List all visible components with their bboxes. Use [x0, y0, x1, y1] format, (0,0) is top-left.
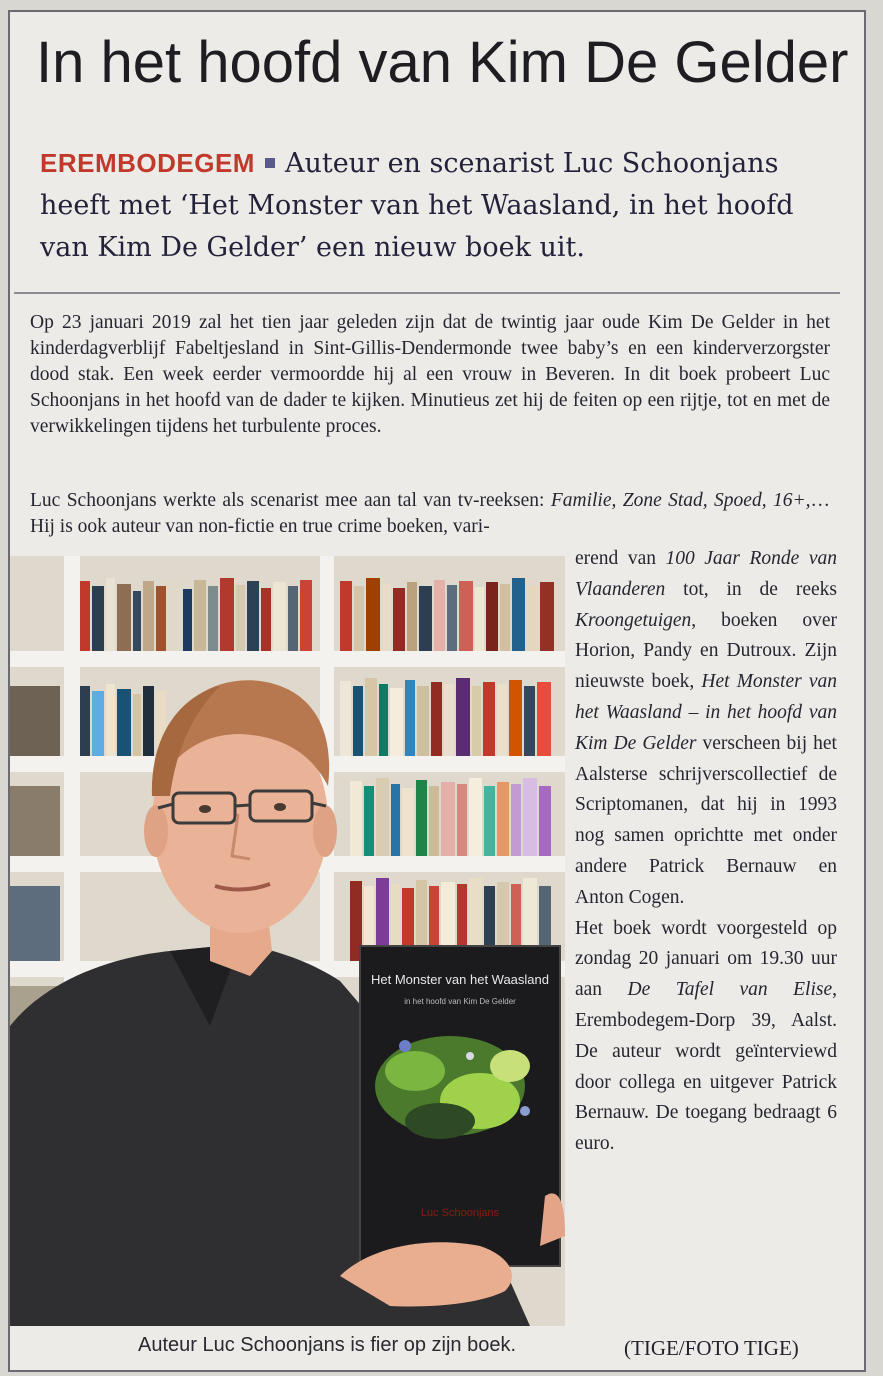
- column-paragraph-1: [575, 544, 837, 914]
- body-text: Het boek wordt voorgesteld op zondag 20 januari om 19.30 uur aan: [575, 917, 837, 1001]
- intro-text: Auteur en scenarist Luc Schoonjans heeft met ‘Het Monster van het Waasland, in het hoofd van Kim De Gelder’ een nieuw boek uit.: [40, 148, 794, 263]
- body-paragraph-2: [30, 488, 830, 540]
- photo-credit: (TIGE/FOTO TIGE): [624, 1336, 799, 1360]
- dateline: EREMBODEGEM: [40, 148, 255, 178]
- book-cover-subtitle: in het hoofd van Kim De Gelder: [404, 997, 516, 1006]
- photo-caption: Auteur Luc Schoonjans is fier op zijn boek.: [138, 1334, 516, 1356]
- body-text: tot, in de reeks: [665, 578, 837, 600]
- body-text: , boeken over Horion, Pandy en Dutroux. Zijn nieuwste boek,: [575, 609, 837, 693]
- headline: In het hoofd van Kim De Gelder: [36, 30, 849, 95]
- bullet-square-icon: [265, 158, 275, 168]
- body-text: verscheen bij het Aalsterse schrijverscollectief de Scriptomanen, dat hij in 1993 nog samen oprichtte met onder andere Patrick Bernauw en Anton Cogen.: [575, 732, 837, 908]
- body-text: erend van: [575, 548, 666, 569]
- right-column: [575, 544, 837, 1160]
- divider: [14, 292, 840, 294]
- book-cover-author: Luc Schoonjans: [420, 1207, 500, 1219]
- photo-illustration: [10, 556, 565, 1326]
- intro-paragraph: [40, 142, 850, 269]
- book-title: Het Monster van het Waasland – in het hoofd van Kim De Gelder: [575, 671, 837, 754]
- venue-name: De Tafel van Elise: [627, 979, 833, 1001]
- series-title: Kroongetuigen: [575, 609, 692, 631]
- book-cover-title: Het Monster van het Waasland: [371, 972, 549, 987]
- body-text: Luc Schoonjans werkte als scenarist mee aan tal van tv-reeksen:: [30, 490, 551, 511]
- body-paragraph-1: Op 23 januari 2019 zal het tien jaar geleden zijn dat de twintig jaar oude Kim De Gelder in het kinderdagverblijf Fabeltjesland in Sint-Gillis-Dendermonde twee baby’s en een kinderverzorgster dood stak. Een week eerder vermoordde hij al een vrouw in Beveren. In dit boek probeert Luc Schoonjans in het hoofd van de dader te kijken. Minutieus zet hij de feiten op een rijtje, tot en met de verwikkelingen tijdens het turbulente proces.: [30, 312, 830, 437]
- tv-series-list: Familie, Zone Stad, Spoed, 16+,: [550, 490, 811, 511]
- author-photo: [10, 556, 565, 1326]
- body-text: … Hij is ook auteur van non-fictie en true crime boeken, vari-: [30, 490, 830, 537]
- column-paragraph-2: [575, 914, 837, 1160]
- book-title: 100 Jaar Ronde van Vlaanderen: [575, 548, 837, 600]
- body-text: , Erembodegem-Dorp 39, Aalst. De auteur wordt geïnterviewd door collega en uitgever Patrick Bernauw. De toegang bedraagt 6 euro.: [575, 979, 837, 1155]
